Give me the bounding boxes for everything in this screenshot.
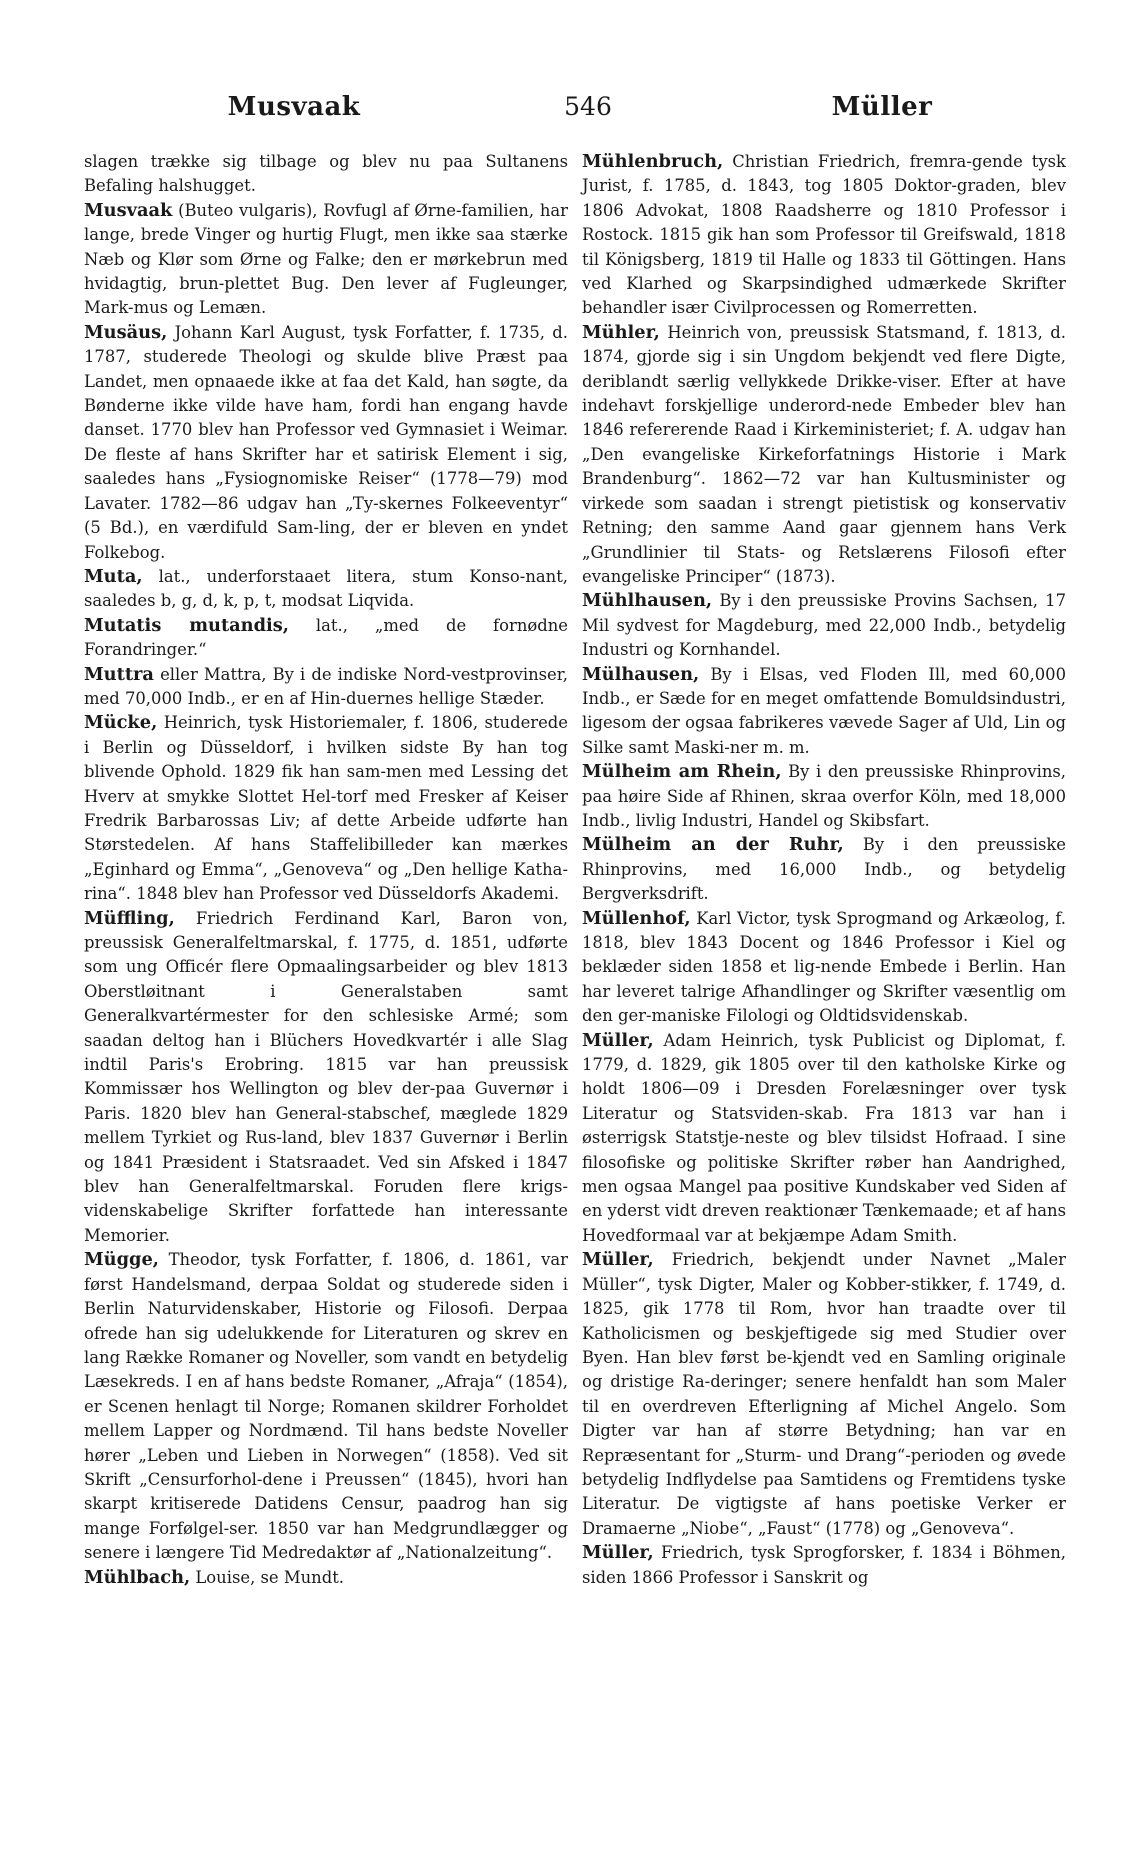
dictionary-entry xyxy=(84,1566,568,1590)
entry-headword: Müller, xyxy=(582,1249,654,1271)
entry-headword: Muttra xyxy=(84,663,154,685)
dictionary-entry xyxy=(84,907,568,1249)
dictionary-entry xyxy=(582,1029,1066,1249)
dictionary-entry xyxy=(582,150,1066,321)
entry-headword: Mülheim am Rhein, xyxy=(582,761,782,783)
dictionary-entry xyxy=(582,589,1066,662)
entry-text: lat., „med de fornødne Forandringer.“ xyxy=(84,615,568,660)
dictionary-entry xyxy=(84,663,568,712)
entry-text: Friedrich, tysk Sprogforsker, f. 1834 i Böhmen, siden 1866 Professor i Sanskrit og xyxy=(582,1543,1066,1587)
entry-text: Heinrich, tysk Historiemaler, f. 1806, studerede i Berlin og Düsseldorf, i hvilken sidste By han tog blivende Ophold. 1829 fik han sam-men med Lessing det Hverv at smykke Slottet Hel-torf med Fresker af Keiser Fredrik Barbarossas Liv; af dette Arbeide udførte han Størstedelen. Af hans Staffelibilleder kan mærkes „Eginhard og Emma“, „Genoveva“ og „Den hellige Katha-rina“. 1848 blev han Professor ved Düsseldorfs Akademi. xyxy=(84,713,568,904)
entry-headword: Mügge, xyxy=(84,1249,159,1271)
entry-headword: Müller, xyxy=(582,1542,654,1564)
dictionary-entry xyxy=(84,321,568,565)
entry-headword: Musvaak xyxy=(84,199,173,221)
dictionary-entry xyxy=(84,1248,568,1565)
entry-text: (Buteo vulgaris), Rovfugl af Ørne-familien, har lange, brede Vinger og hurtig Flugt, men ikke saa stærke Næb og Klør som Ørne og Falke; den er mørkebrun med hvidagtig, brun-plettet Bug. Den lever af Fugleunger, Mark-mus og Lemæn. xyxy=(84,200,568,318)
entry-headword: Mühlhausen, xyxy=(582,590,713,612)
entry-text: By i den preussiske Rhinprovins, paa høire Side af Rhinen, skraa overfor Köln, med 18,000 Indb., livlig Industri, Handel og Skibsfart. xyxy=(582,762,1066,830)
entry-text: Adam Heinrich, tysk Publicist og Diplomat, f. 1779, d. 1829, gik 1805 over til den katholske Kirke og holdt 1806—09 i Dresden Forelæsninger over tysk Literatur og Statsviden-skab. Fra 1813 var han i østerrigsk Statstje-neste og blev tilsidst Hofraad. I sine filosofiske og politiske Skrifter røber han Aandrighed, men ogsaa Mangel paa positive Kundskaber ved Siden af en yderst vidt dreven reaktionær Tænkemaade; et af hans Hovedformaal var at bekjæmpe Adam Smith. xyxy=(582,1030,1066,1245)
entry-text: Johann Karl August, tysk Forfatter, f. 1735, d. 1787, studerede Theologi og skulde blive Præst paa Landet, men opnaaede ikke at faa det Kald, han søgte, da Bønderne ikke vilde have ham, fordi han engang havde danset. 1770 blev han Professor ved Gymnasiet i Weimar. De fleste af hans Skrifter har et satirisk Element i sig, saaledes hans „Fysiognomiske Reiser“ (1778—79) mod Lavater. 1782—86 udgav han „Ty-skernes Folkeeventyr“ (5 Bd.), en værdifuld Sam-ling, der er bleven en yndet Folkebog. xyxy=(84,322,568,562)
dictionary-entry xyxy=(582,907,1066,1029)
entry-text: Louise, se Mundt. xyxy=(195,1567,345,1587)
entry-text: slagen trække sig tilbage og blev nu paa Sultanens Befaling halshugget. xyxy=(84,152,568,196)
entry-headword: Müffling, xyxy=(84,907,175,929)
entry-headword: Mülheim an der Ruhr, xyxy=(582,834,844,856)
entry-headword: Müllenhof, xyxy=(582,907,691,929)
entry-text: Karl Victor, tysk Sprogmand og Arkæolog, f. 1818, blev 1843 Docent og 1846 Professor i Kiel og beklæder siden 1858 et lig-nende Embede i Berlin. Han har leveret talrige Afhandlinger og Skrifter væsentlig om den ger-maniske Filologi og Oldtidsvidenskab. xyxy=(582,908,1066,1026)
dictionary-entry xyxy=(84,711,568,906)
dictionary-entry xyxy=(582,1541,1066,1590)
guide-word-right: Müller xyxy=(831,92,933,122)
entry-headword: Musäus, xyxy=(84,321,168,343)
entry-headword: Mutatis mutandis, xyxy=(84,614,289,636)
entry-text: Christian Friedrich, fremra-gende tysk Jurist, f. 1785, d. 1843, tog 1805 Doktor-graden, blev 1806 Advokat, 1808 Raadsherre og 1810 Professor i Rostock. 1815 gik han som Professor til Greifswald, 1818 til Königsberg, 1819 til Halle og 1833 til Göttingen. Hans ved Klarhed og Skarpsindighed udmærkede Skrifter behandler især Civilprocessen og Romerretten. xyxy=(582,152,1066,318)
page-number: 546 xyxy=(564,92,612,121)
entry-text: By i den preussiske Provins Sachsen, 17 Mil sydvest for Magdeburg, med 22,000 Indb., betydelig Industri og Kornhandel. xyxy=(582,591,1067,660)
entry-headword: Mühlbach, xyxy=(84,1566,191,1588)
dictionary-entry xyxy=(582,833,1066,906)
entry-text: Friedrich Ferdinand Karl, Baron von, preussisk Generalfeltmarskal, f. 1775, d. 1851, udførte som ung Officér flere Opmaalingsarbeider og blev 1813 Oberstløitnant i Generalstaben samt Generalkvartérmester for den schlesiske Armé; som saadan deltog han i Blüchers Hovedkvartér i alle Slag indtil Paris's Erobring. 1815 var han preussisk Kommissær hos Wellington og blev der-paa Guvernør i Paris. 1820 blev han General-stabschef, mæglede 1829 mellem Tyrkiet og Rus-land, blev 1837 Guvernør i Berlin og 1841 Præsident i Statsraadet. Ved sin Afsked i 1847 blev han Generalfeltmarskal. Foruden flere krigs-videnskabelige Skrifter forfattede han interessante Memorier. xyxy=(84,908,568,1245)
entry-text: lat., underforstaaet litera, stum Konso-nant, saaledes b, g, d, k, p, t, modsat Liqvida. xyxy=(84,566,568,611)
entry-headword: Mülhausen, xyxy=(582,663,700,685)
dictionary-entry xyxy=(582,760,1066,833)
entry-headword: Mühler, xyxy=(582,321,660,343)
entry-headword: Müller, xyxy=(582,1029,654,1051)
guide-word-left: Musvaak xyxy=(227,92,361,122)
right-column xyxy=(582,150,1066,1590)
dictionary-entry xyxy=(84,614,568,663)
entry-text: Theodor, tysk Forfatter, f. 1806, d. 1861, var først Handelsmand, derpaa Soldat og studerede siden i Berlin Naturvidenskaber, Historie og Filosofi. Derpaa ofrede han sig udelukkende for Literaturen og skrev en lang Række Romaner og Noveller, som vandt en betydelig Læsekreds. I en af hans bedste Romaner, „Afraja“ (1854), er Scenen henlagt til Norge; Romanen skildrer Forholdet mellem Lapper og Nordmænd. Til hans bedste Noveller hører „Leben und Lieben in Norwegen“ (1858). Ved sit Skrift „Censurforhol-dene i Preussen“ (1845), hvori han skarpt kritiserede Datidens Censur, paadrog han sig mange Forfølgel-ser. 1850 var han Medgrundlægger og senere i længere Tid Medredaktør af „Nationalzeitung“. xyxy=(84,1250,569,1563)
entry-text: By i Elsas, ved Floden Ill, med 60,000 Indb., er Sæde for en meget omfattende Bomuldsindustri, ligesom der ogsaa fabrikeres vævede Sager af Uld, Lin og Silke samt Maski-ner m. m. xyxy=(582,664,1066,757)
left-column xyxy=(84,150,568,1590)
entry-text: Friedrich, bekjendt under Navnet „Maler Müller“, tysk Digter, Maler og Kobber-stikker, f. 1749, d. 1825, gik 1778 til Rom, hvor han traadte over til Katholicismen og beskjeftigede sig med Studier over Byen. Han blev først be-kjendt ved en Samling originale og dristige Ra-deringer; senere henfaldt han som Maler til en overdreven Efterligning af Michel Angelo. Som Digter var han af større Betydning; han var en Repræsentant for „Sturm- und Drang“-perioden og øvede betydelig Indflydelse paa Samtidens og Fremtidens tyske Literatur. De vigtigste af hans poetiske Verker er Dramaerne „Niobe“, „Faust“ (1778) og „Genoveva“. xyxy=(582,1250,1066,1538)
dictionary-entry xyxy=(84,565,568,614)
entry-headword: Muta, xyxy=(84,565,143,587)
text-columns xyxy=(84,150,1082,1590)
entry-text: Heinrich von, preussisk Statsmand, f. 1813, d. 1874, gjorde sig i sin Ungdom bekjendt ved flere Digte, deriblandt særlig vellykkede Drikke-viser. Efter at have indehavt forskjellige underord-nede Embeder blev han 1846 refererende Raad i Kirkeministeriet; f. A. udgav han „Den evangeliske Kirkeforfatnings Historie i Mark Brandenburg“. 1862—72 var han Kultusminister og virkede som saadan i strengt pietistisk og konservativ Retning; den samme Aand gaar gjennem hans Verk „Grundlinier til Stats- og Retslærens Filosofi efter evangeliske Principer“ (1873). xyxy=(582,322,1066,586)
dictionary-entry xyxy=(582,1248,1066,1541)
dictionary-entry xyxy=(582,321,1066,589)
dictionary-entry xyxy=(84,199,568,321)
entry-headword: Mühlenbruch, xyxy=(582,151,724,172)
entry-text: By i den preussiske Rhinprovins, med 16,000 Indb., og betydelig Bergverksdrift. xyxy=(582,835,1066,904)
entry-headword: Mücke, xyxy=(84,712,158,734)
dictionary-entry xyxy=(582,663,1066,761)
entry-text: eller Mattra, By i de indiske Nord-vestprovinser, med 70,000 Indb., er en af Hin-duernes hellige Stæder. xyxy=(84,664,568,708)
running-head xyxy=(84,92,1082,136)
dictionary-entry xyxy=(84,150,568,199)
